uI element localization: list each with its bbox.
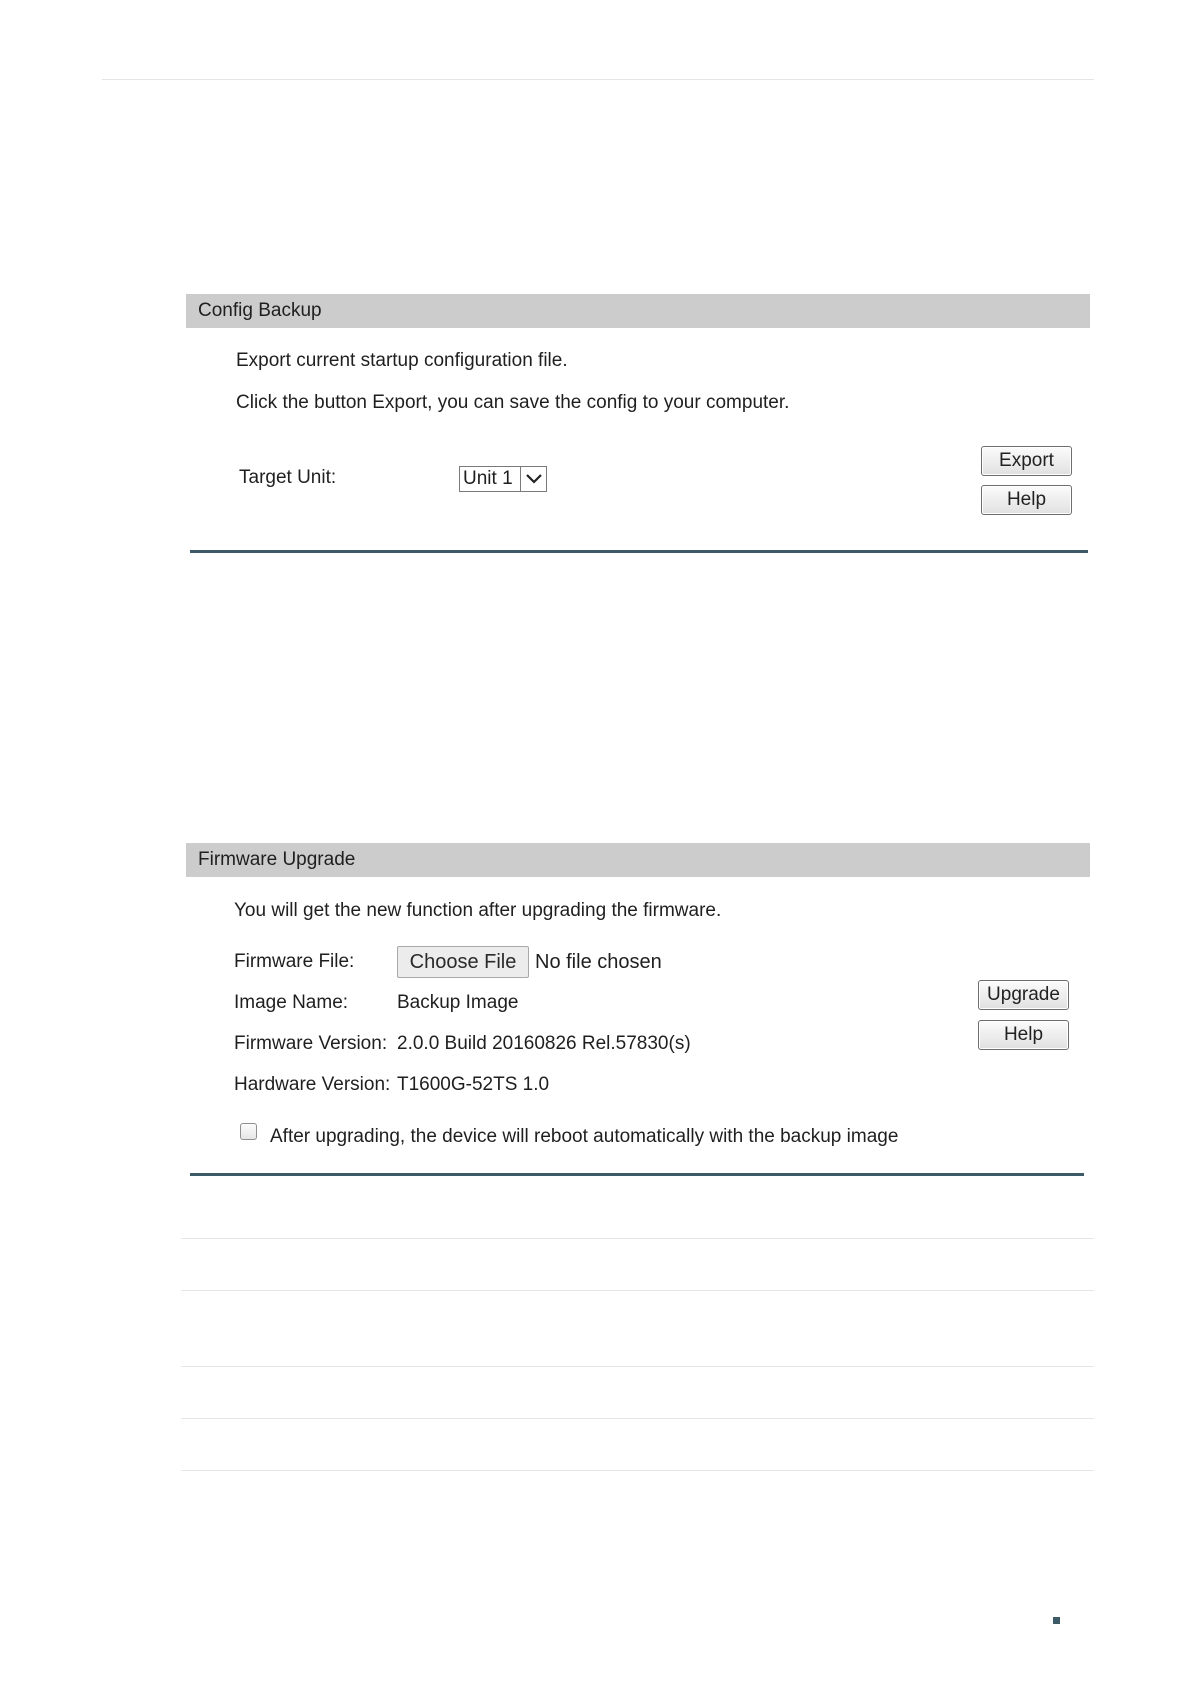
no-file-chosen-text: No file chosen xyxy=(535,951,662,973)
page-rule xyxy=(181,1238,1094,1239)
upgrade-button[interactable]: Upgrade xyxy=(978,980,1069,1010)
page-top-rule xyxy=(102,79,1094,80)
target-unit-select[interactable] xyxy=(459,466,547,492)
config-backup-bottom-rule xyxy=(190,550,1088,553)
config-backup-description: Export current startup configuration file. xyxy=(236,350,568,371)
page-rule xyxy=(181,1290,1094,1291)
image-name-value: Backup Image xyxy=(397,992,519,1013)
firmware-upgrade-bottom-rule xyxy=(190,1173,1084,1176)
page-rule xyxy=(181,1366,1094,1367)
config-backup-instructions: Click the button Export, you can save the config to your computer. xyxy=(236,392,790,413)
page-rule xyxy=(181,1470,1094,1471)
firmware-version-value: 2.0.0 Build 20160826 Rel.57830(s) xyxy=(397,1033,691,1054)
config-help-button[interactable]: Help xyxy=(981,485,1072,515)
image-name-label: Image Name: xyxy=(234,992,349,1013)
hardware-version-label: Hardware Version: xyxy=(234,1074,391,1095)
firmware-file-label: Firmware File: xyxy=(234,951,355,972)
page-rule xyxy=(181,1418,1094,1419)
firmware-upgrade-header xyxy=(186,843,1090,877)
export-button[interactable]: Export xyxy=(981,446,1072,476)
firmware-upgrade-title: Firmware Upgrade xyxy=(198,849,356,870)
hardware-version-value: T1600G-52TS 1.0 xyxy=(397,1074,550,1095)
config-backup-title: Config Backup xyxy=(198,300,322,321)
chevron-down-icon[interactable] xyxy=(520,467,546,491)
target-unit-value: Unit 1 xyxy=(463,468,513,489)
reboot-backup-checkbox[interactable] xyxy=(240,1123,257,1140)
target-unit-label: Target Unit: xyxy=(239,467,337,488)
firmware-intro-text: You will get the new function after upgrading the firmware. xyxy=(234,900,722,921)
config-backup-header xyxy=(186,294,1090,328)
choose-file-button[interactable]: Choose File xyxy=(397,946,529,978)
page-marker xyxy=(1053,1617,1060,1624)
firmware-help-button[interactable]: Help xyxy=(978,1020,1069,1050)
firmware-version-label: Firmware Version: xyxy=(234,1033,388,1054)
reboot-backup-checkbox-label: After upgrading, the device will reboot automatically with the backup image xyxy=(270,1126,899,1147)
